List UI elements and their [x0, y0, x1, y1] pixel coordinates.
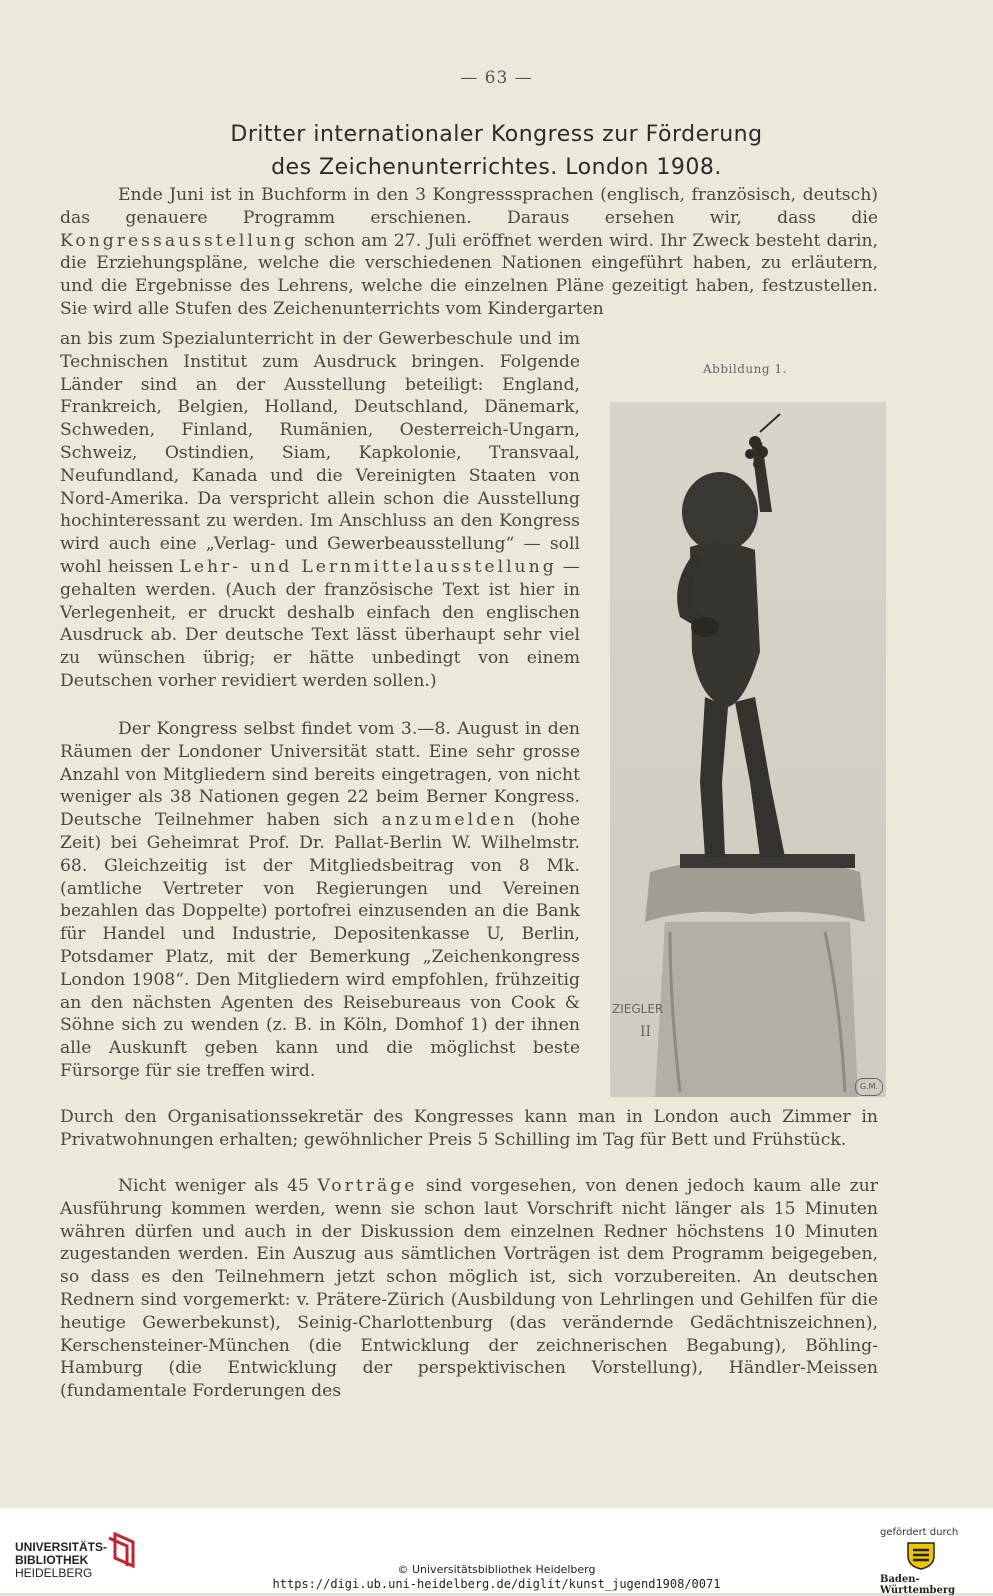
- paragraph-1: [60, 184, 878, 321]
- funder-name: Baden-Württemberg: [880, 1574, 956, 1596]
- statue-illustration: [610, 402, 886, 1097]
- article-title: [60, 118, 933, 184]
- paragraph-1-spaced: Kongressausstellung: [60, 230, 298, 251]
- paragraph-4: [60, 1175, 878, 1403]
- paragraph-2-text-a: an bis zum Spezialunterricht in der Gewerbeschule und im Technischen Institut zum Ausdruck bringen. Folgende Länder sind an der Ausstellung beteiligt: England, Frankreich, Belgien, Holland, Deutschland, Dänemark, Schweden, Finland, Rumänien, Oesterreich-Ungarn, Schweiz, Ostindien, Siam, Kapkolonie, Transvaal, Neufundland, Kanada und die Vereinigten Staaten von Nord-Amerika. Da verspricht allein schon die Ausstellung hochinteressant zu werden. Im Anschluss an den Kongress wird auch eine „Verlag- und Gewerbeausstellung“ — soll wohl heissen: [60, 329, 580, 577]
- baden-wuerttemberg-crest-icon: [904, 1540, 938, 1570]
- paragraph-3-text-b: (hohe Zeit) bei Geheimrat Prof. Dr. Pallat-Berlin W. Wilhelmstr. 68. Gleichzeitig ist der Mitgliedsbeitrag von 8 Mk. (amtliche Vertreter von Regierungen und Vereinen bezahlen das Doppelte) portofrei einzusenden an die Bank für Handel und Industrie, Depositenkasse U, Berlin, Potsdamer Platz, mit der Bemerkung „Zeichenkongress London 1908“. Den Mitgliedern wird empfohlen, frühzeitig an den nächsten Agenten des Reisebureaus von Cook & Söhne sich zu wenden (z. B. in Köln, Domhof 1) der ihnen alle Auskunft geben kann und die möglichst beste Fürsorge für sie treffen wird.: [60, 810, 580, 1081]
- paragraph-3: [60, 718, 580, 1083]
- figure-caption: Abbildung 1.: [703, 362, 787, 376]
- copyright-notice: © Universitätsbibliothek Heidelberg: [397, 1563, 596, 1576]
- artist-signature: ZIEGLER: [612, 1002, 664, 1016]
- paragraph-3-text-a: Der Kongress selbst findet vom 3.—8. August in den Räumen der Londoner Universität statt. Eine sehr grosse Anzahl von Mitgliedern sind bereits eingetragen, von nicht weniger als 38 Nationen gegen 22 beim Berner Kongress. Deutsche Teilnehmer haben sich: [60, 719, 580, 831]
- paragraph-1-text-b: schon am 27. Juli eröffnet werden wird. Ihr Zweck besteht darin, die Erziehungspläne, welche die verschiedenen Nationen eingeführt haben, zu erläutern, und die Ergebnisse des Lehrens, welche die einzelnen Pläne gezeitigt haben, festzustellen. Sie wird alle Stufen des Zeichenunterrichts vom Kindergarten: [60, 230, 878, 319]
- library-name-line-1: UNIVERSITÄTS-: [15, 1540, 108, 1554]
- paragraph-4-text-a: Nicht weniger als 45: [118, 1176, 318, 1196]
- paragraph-2-text-b: — gehalten werden. (Auch der französische Text ist hier in Verlegenheit, er druckt deshalb einfach den englischen Ausdruck ab. Der deutsche Text lässt überhaupt sehr viel zu wünschen übrig; er hätte unbedingt von einem Deutschen vorher revidiert werden sollen.): [60, 556, 580, 691]
- paragraph-4-text-b: sind vorgesehen, von denen jedoch kaum alle zur Ausführung kommen werden, wenn sie schon laut Vorschrift nicht länger als 15 Minuten währen dürfen und auch in der Diskussion dem einzelnen Redner höchstens 10 Minuten zugestanden werden. Ein Auszug aus sämtlichen Vorträgen ist dem Programm beigegeben, so dass es den Teilnehmern jetzt schon möglich ist, sich vorzubereiten. An deutschen Rednern sind vorgemerkt: v. Prätere-Zürich (Ausbildung von Lehrlingen und Gehilfen für die heutige Gewerbekunst), Seinig-Charlottenburg (das verändernde Gedächtniszeichnen), Kerschensteiner-München (die Entwicklung der zeichnerischen Begabung), Böhling-Hamburg (die Entwicklung der perspektivischen Vorstellung), Händler-Meissen (fundamentale Forderungen des: [60, 1176, 878, 1402]
- monogram-stamp: G.M.: [855, 1078, 883, 1096]
- putto-statue-drawing: [610, 402, 886, 1097]
- library-name-line-3: HEIDELBERG: [15, 1566, 93, 1580]
- paragraph-3-spaced: anzumelden: [381, 810, 518, 831]
- page-number: — 63 —: [460, 68, 533, 88]
- paragraph-2-spaced: Lehr- und Lernmittelausstellung: [179, 556, 557, 577]
- title-line-1: Dritter internationaler Kongress zur Förderung: [230, 122, 763, 147]
- title-line-2: des Zeichenunterrichtes. London 1908.: [271, 155, 722, 180]
- library-name-line-2: BIBLIOTHEK: [15, 1553, 89, 1567]
- paragraph-4-spaced: Vorträge: [317, 1176, 418, 1196]
- artist-signature-mark: II: [640, 1024, 652, 1040]
- paragraph-3-continued: Durch den Organisationssekretär des Kongresses kann man in London auch Zimmer in Privatwohnungen erhalten; gewöhnlicher Preis 5 Schilling im Tag für Bett und Frühstück.: [60, 1107, 878, 1150]
- paragraph-2: [60, 328, 580, 693]
- funded-by-label: gefördert durch: [880, 1527, 959, 1538]
- paragraph-1-text-a: Ende Juni ist in Buchform in den 3 Kongresssprachen (englisch, französisch, deutsch) das genauere Programm erschienen. Daraus ersehen wir, dass die: [60, 185, 878, 228]
- permalink-url[interactable]: https://digi.ub.uni-heidelberg.de/diglit/kunst_jugend1908/0071: [272, 1577, 721, 1591]
